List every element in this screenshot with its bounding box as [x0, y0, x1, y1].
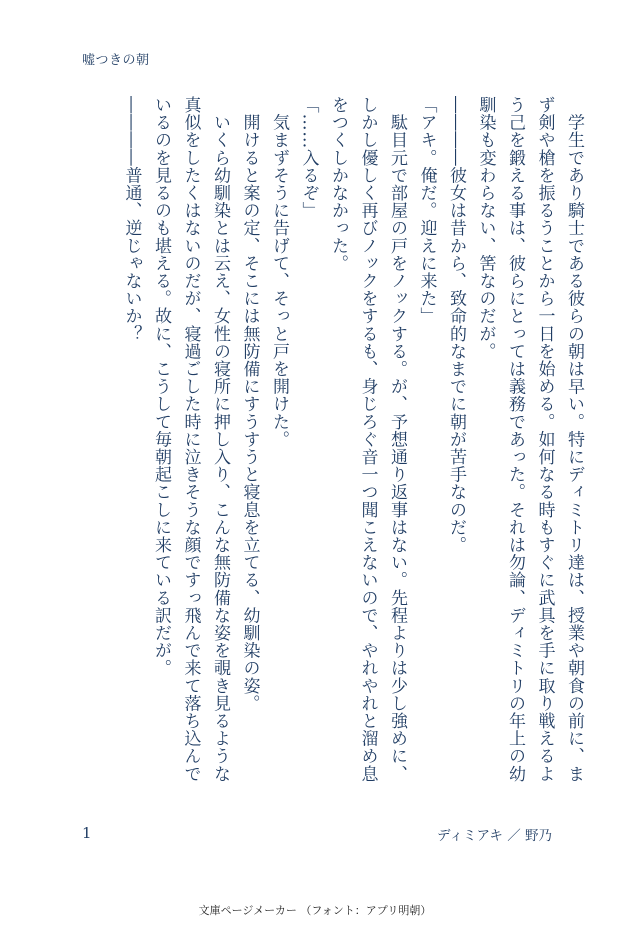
- author-line: ディミアキ ／ 野乃: [437, 828, 552, 844]
- paragraph-9: ――――普通、逆じゃないか？: [121, 96, 142, 343]
- paragraph-7: 開けると案の定、そこには無防備にすうすうと寝息を立てる、幼馴染の姿。: [239, 96, 260, 712]
- paragraph-8: いくら幼馴染とは云え、女性の寝所に押し入り、こんな無防備な姿を覗き見るような真似をしたくはないのだが、寝過ごした時に泣きそうな顔ですっ飛んで来て落ち込んでいるのを見るのも堪える。故に、こうして毎朝起こしに来ている訳だが。: [151, 96, 230, 783]
- footer-credit: 文庫ページメーカー （フォント：アプリ明朝）: [198, 904, 432, 917]
- page-number: 1: [82, 824, 92, 842]
- running-title: 嘘つきの朝: [82, 53, 150, 68]
- paragraph-2: ――――彼女は昔から、致命的なまでに朝が苦手なのだ。: [446, 96, 466, 554]
- paragraph-4: 駄目元で部屋の戸をノックする。が、予想通り返事はない。先程よりは少し強めに、しかし優しく再びノックをするも、身じろぐ音一つ聞こえないので、やれやれと溜め息をつくしかなかった。: [328, 96, 407, 783]
- paragraph-1: 学生であり騎士である彼らの朝は早い。特にディミトリ達は、授業や朝食の前に、まず剣や槍を振るうことから一日を始める。如何なる時もすぐに武具を手に取り戦えるよう己を鍛える事は、彼らにとっては義務であった。それは勿論、ディミトリの年上の幼馴染も変わらない、筈なのだが。: [475, 96, 584, 783]
- paragraph-5: 「……入るぞ」: [298, 96, 319, 220]
- paragraph-6: 気まずそうに告げて、そっと戸を開けた。: [269, 96, 289, 448]
- paragraph-3: 「アキ。俺だ。迎えに来た」: [416, 96, 437, 325]
- vertical-body-text: [118, 96, 588, 796]
